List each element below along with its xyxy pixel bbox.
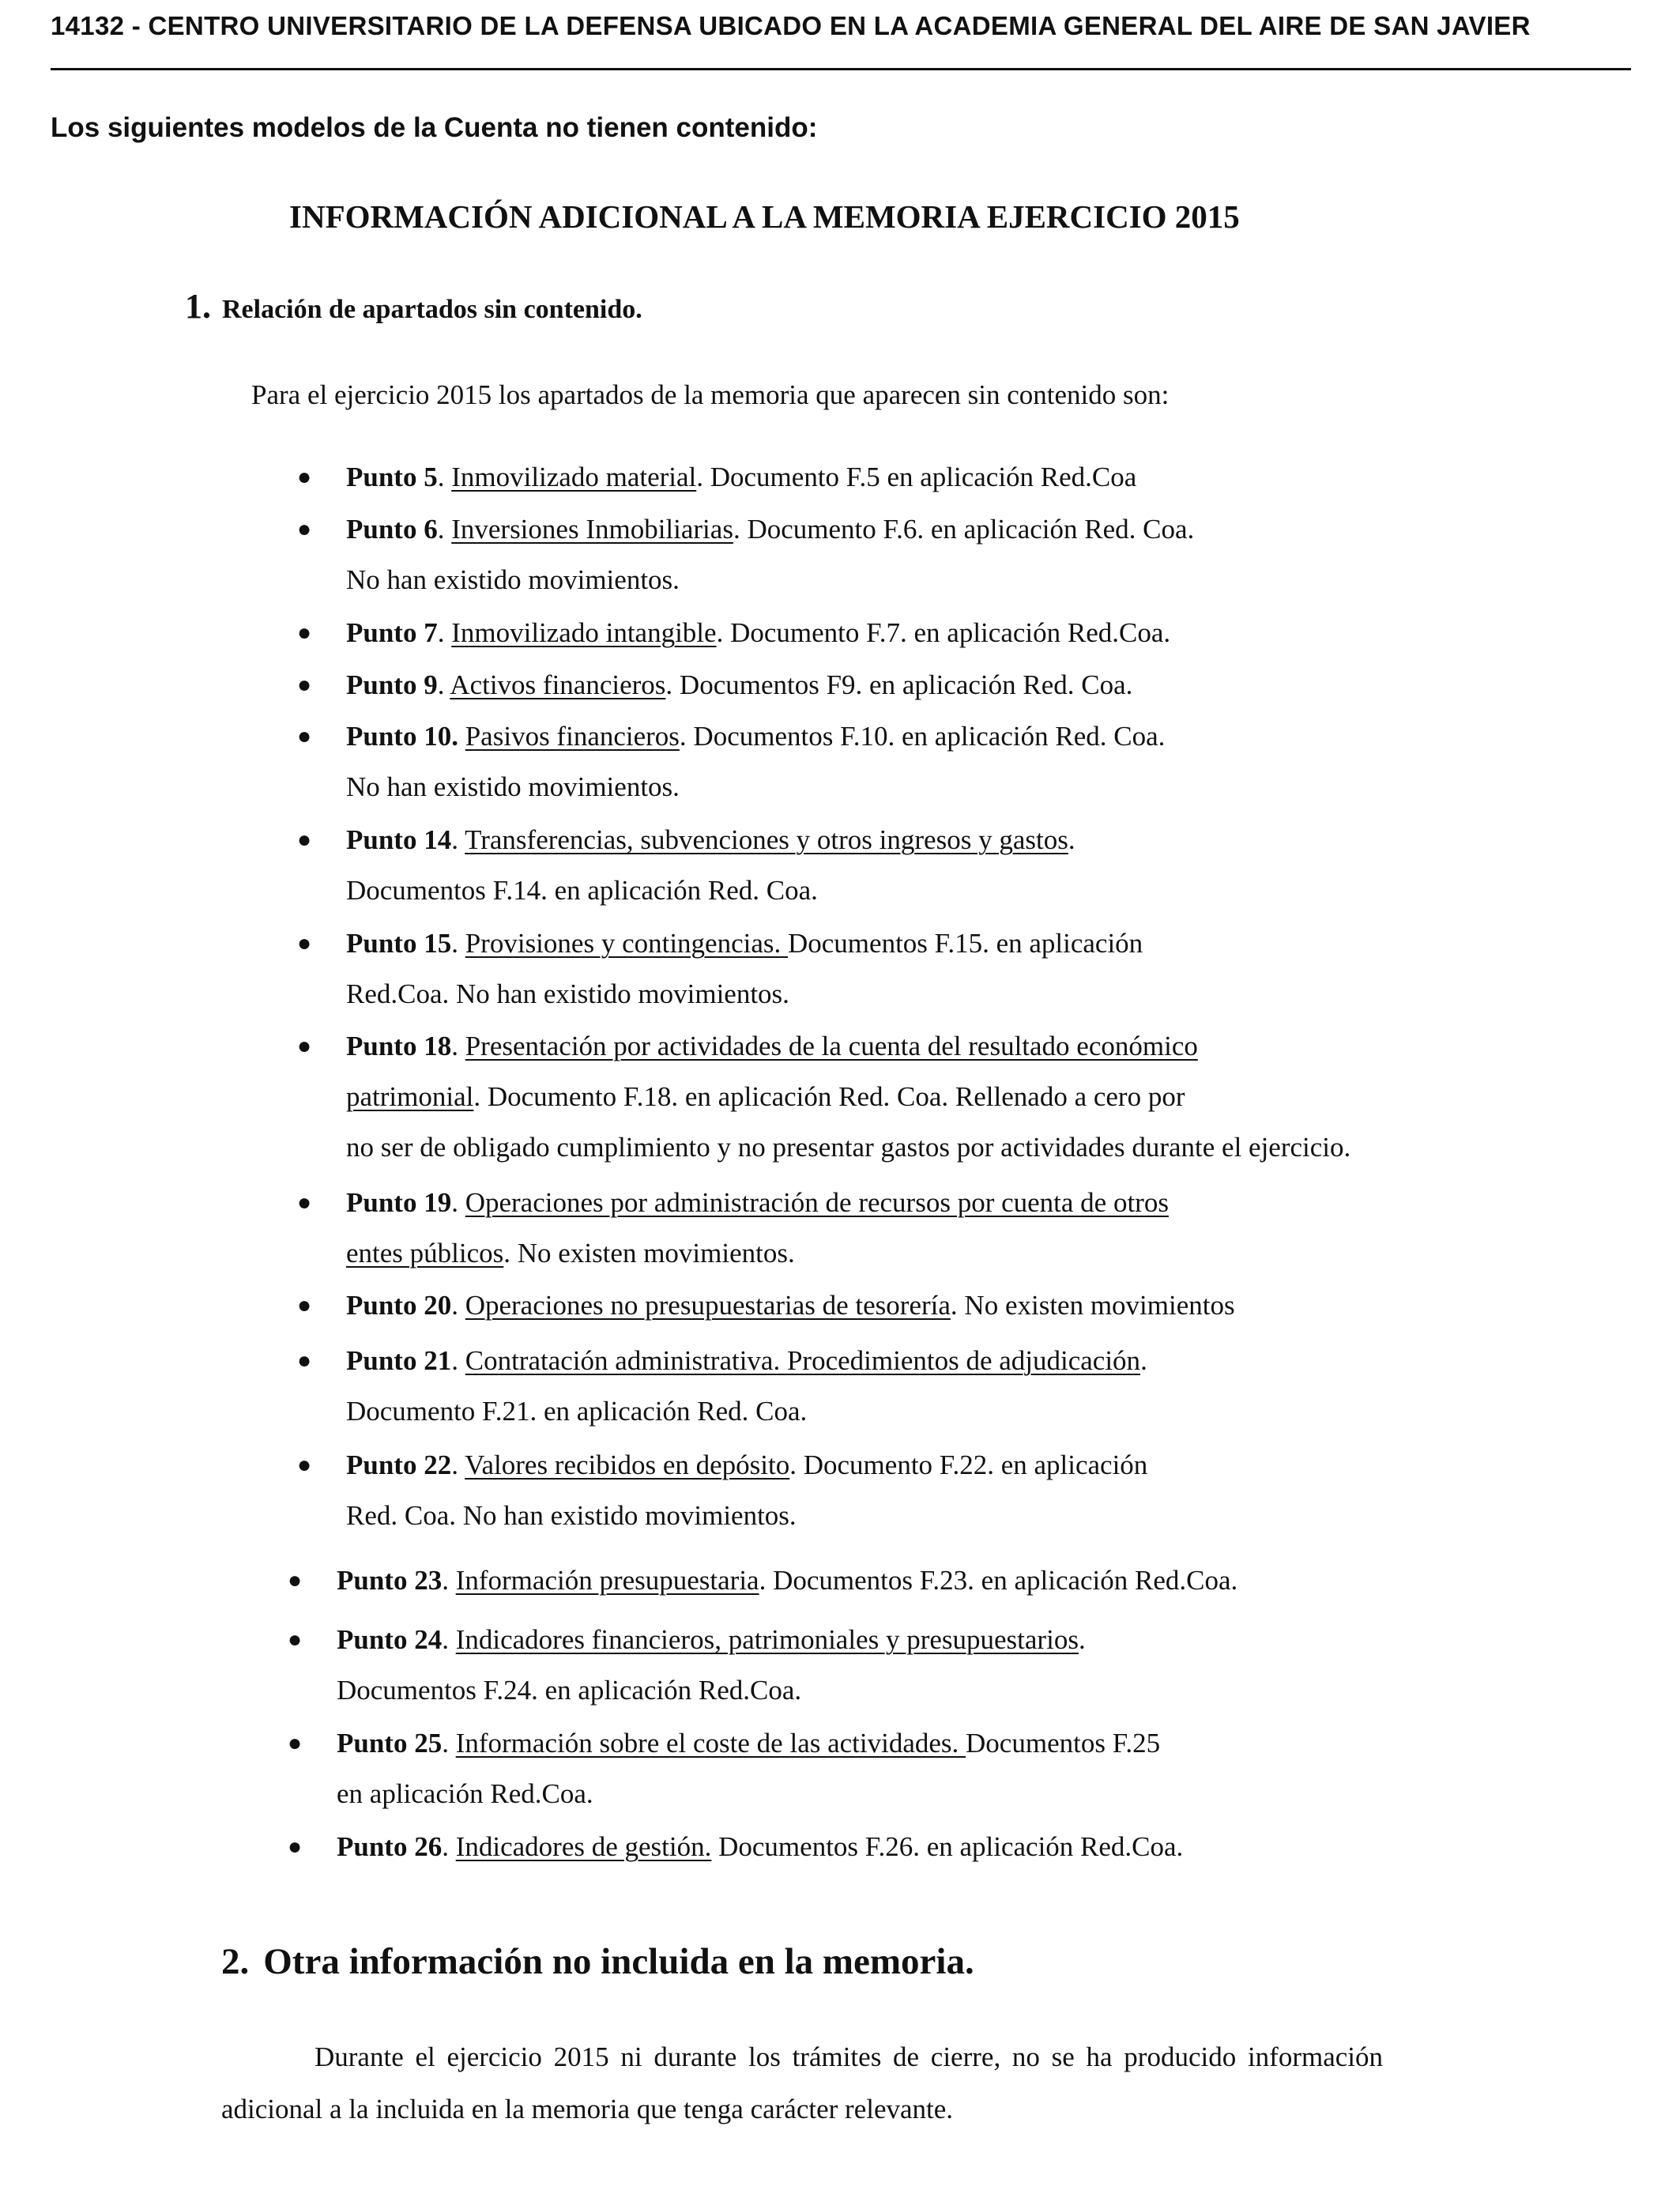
bullet-icon: ● [288,1627,303,1653]
section-1-intro: Para el ejercicio 2015 los apartados de la memoria que aparecen sin contenido son: [251,379,1170,410]
item-label: Punto 22 [346,1449,452,1480]
item-text: Red.Coa. No han existido movimientos. [346,978,789,1009]
item-text: . [437,669,450,700]
list-item [297,918,1143,1020]
item-text: . [1140,1345,1147,1376]
item-topic: Indicadores financieros, patrimoniales y presupuestarios [455,1624,1079,1655]
list-item-line [346,1491,1147,1541]
bullet-icon: ● [297,516,312,542]
item-label: Punto 25 [337,1728,443,1759]
item-topic: Operaciones por administración de recursos por cuenta de otros [465,1187,1169,1218]
list-item-line [346,815,1075,865]
item-text: . Documentos F.23. en aplicación Red.Coa. [759,1565,1238,1596]
list-item-line [346,452,1136,503]
item-text: . [451,1187,465,1218]
item-label: Punto 23 [337,1565,443,1596]
list-item-line [346,1336,1147,1386]
item-label: Punto 14 [346,824,452,855]
item-topic: patrimonial [346,1081,474,1112]
item-text: . [451,928,465,959]
item-text: . [442,1565,456,1596]
list-item-line [346,1386,1147,1437]
item-text: . Documento F.5 en aplicación Red.Coa [696,462,1137,492]
item-text: . Documento F.6. en aplicación Red. Coa. [733,514,1195,545]
item-label: Punto 26 [337,1831,443,1862]
item-topic: Información sobre el coste de las actividades. [455,1728,966,1759]
list-item [297,1440,1148,1541]
item-text: No han existido movimientos. [346,771,680,802]
item-topic: Inmovilizado material [451,462,697,492]
bullet-icon: ● [288,1730,303,1756]
list-item [297,608,1171,658]
item-label: Punto 6 [346,514,438,545]
item-topic: Transferencias, subvenciones y otros ingresos y gastos [465,824,1068,855]
item-topic: Inversiones Inmobiliarias [451,514,733,545]
list-item-line [346,1280,1235,1331]
list-item [297,660,1133,711]
item-label: Punto 7 [346,617,438,648]
list-item [297,1178,1169,1279]
bullet-icon: ● [297,1189,312,1216]
bullet-icon: ● [297,723,312,749]
list-item [288,1718,1161,1819]
item-text: . [437,462,452,492]
list-item-line [346,608,1170,658]
item-topic: Indicadores de gestión. [455,1831,712,1862]
list-item-line [346,1072,1350,1122]
list-item [297,711,1166,812]
list-item-line [346,1122,1350,1173]
list-item-line [337,1615,1086,1665]
list-item-line [346,918,1143,969]
section-2-paragraph: Durante el ejercicio 2015 ni durante los trámites de cierre, no se ha producido información adicional a la incluida en la memoria que tenga carácter relevante. [221,2041,1383,2124]
bullet-icon: ● [297,672,312,698]
item-topic: Provisiones y contingencias. [465,928,788,959]
header-rule [51,68,1631,70]
item-text: . [451,1449,465,1480]
list-item [297,1021,1351,1173]
list-item-line [346,1440,1147,1491]
item-text: . Documento F.18. en aplicación Red. Coa. Rellenado a cero por [473,1081,1185,1112]
list-item-line [337,1822,1183,1872]
list-item-line [346,865,1075,916]
bullet-icon: ● [297,620,312,646]
item-topic: Operaciones no presupuestarias de tesorería [465,1290,951,1321]
item-text: Documento F.21. en aplicación Red. Coa. [346,1396,808,1427]
item-label: Punto 9 [346,669,438,700]
item-text: . Documento F.7. en aplicación Red.Coa. [716,617,1171,648]
bullet-icon: ● [297,827,312,853]
list-item [297,504,1195,605]
item-topic: Pasivos financieros [465,721,680,752]
section-2-title: Otra información no incluida en la memoria. [263,1941,974,1982]
item-text: . [451,1031,465,1061]
list-item [288,1822,1184,1872]
item-text: . [442,1624,456,1655]
bullet-icon: ● [297,464,312,490]
item-text: Documentos F.15. en aplicación [788,928,1143,959]
item-text: . [442,1831,456,1862]
item-text: . [451,824,465,855]
item-text: . [1068,824,1075,855]
list-item-line [346,555,1194,605]
item-text: Documentos F.25 [966,1728,1161,1759]
item-text: . [451,1290,465,1321]
item-topic: Valores recibidos en depósito [465,1449,790,1480]
section-1-heading [185,286,642,326]
item-topic: Presentación por actividades de la cuenta del resultado económico [465,1031,1198,1061]
item-text: . Documento F.22. en aplicación [789,1449,1148,1480]
item-text: Documentos F.14. en aplicación Red. Coa. [346,875,818,906]
bullet-icon: ● [288,1567,303,1593]
list-item-line [337,1769,1160,1819]
item-topic: entes públicos [346,1238,504,1269]
bullet-icon: ● [288,1834,303,1860]
item-text: No han existido movimientos. [346,564,680,595]
item-label: Punto 15 [346,928,452,959]
bullet-icon: ● [297,1452,312,1478]
section-2-heading [221,1940,974,1983]
item-label: Punto 21 [346,1345,452,1376]
bullet-icon: ● [297,1292,312,1318]
item-text: no ser de obligado cumplimiento y no presentar gastos por actividades durante el ejercicio. [346,1132,1351,1163]
section-1-title: Relación de apartados sin contenido. [222,295,642,324]
list-item [297,815,1075,916]
item-topic: Inmovilizado intangible [451,617,717,648]
item-text: . Documentos F9. en aplicación Red. Coa. [665,669,1133,700]
page-title: INFORMACIÓN ADICIONAL A LA MEMORIA EJERCICIO 2015 [289,198,1240,235]
item-topic: Contratación administrativa. Procedimientos de adjudicación [465,1345,1141,1376]
item-text: . No existen movimientos [950,1290,1235,1321]
item-topic: Información presupuestaria [455,1565,759,1596]
item-label: Punto 24 [337,1624,443,1655]
list-item-line [337,1718,1160,1769]
list-item [297,1280,1235,1331]
list-item-line [346,504,1194,555]
page-subtitle: Los siguientes modelos de la Cuenta no tienen contenido: [51,112,818,143]
item-text: . No existen movimientos. [503,1238,795,1269]
item-label: Punto 5 [346,462,438,492]
item-label: Punto 10. [346,721,458,752]
item-text: . [437,617,452,648]
list-item-line [337,1665,1086,1716]
item-text: . [451,1345,465,1376]
bullet-icon: ● [297,930,312,956]
list-item [297,1336,1147,1437]
list-item-line [346,1178,1169,1228]
item-text: Documentos F.26. en aplicación Red.Coa. [711,1831,1184,1862]
item-text: . [437,514,452,545]
item-label: Punto 19 [346,1187,452,1218]
section-1-number: 1. [185,287,211,326]
item-topic: Activos financieros [450,669,666,700]
list-item-line [346,711,1165,762]
item-text [458,721,465,752]
item-text: . [1078,1624,1086,1655]
list-item [297,452,1137,503]
list-item [288,1555,1238,1606]
list-item-line [346,1021,1350,1072]
list-item-line [337,1555,1237,1606]
list-item-line [346,969,1143,1020]
document-header: 14132 - CENTRO UNIVERSITARIO DE LA DEFENSA UBICADO EN LA ACADEMIA GENERAL DEL AIRE DE SAN JAVIER [51,11,1531,40]
list-item [288,1615,1086,1716]
item-text: Documentos F.24. en aplicación Red.Coa. [337,1675,802,1706]
item-text: en aplicación Red.Coa. [337,1778,593,1809]
bullet-icon: ● [297,1348,312,1374]
item-label: Punto 18 [346,1031,452,1061]
bullet-icon: ● [297,1033,312,1059]
list-item-line [346,1228,1169,1279]
list-item-line [346,762,1165,812]
item-text: . Documentos F.10. en aplicación Red. Coa. [679,721,1166,752]
item-text: Red. Coa. No han existido movimientos. [346,1500,797,1531]
item-label: Punto 20 [346,1290,452,1321]
list-item-line [346,660,1132,711]
item-text: . [442,1728,456,1759]
section-2-number: 2. [221,1941,250,1982]
